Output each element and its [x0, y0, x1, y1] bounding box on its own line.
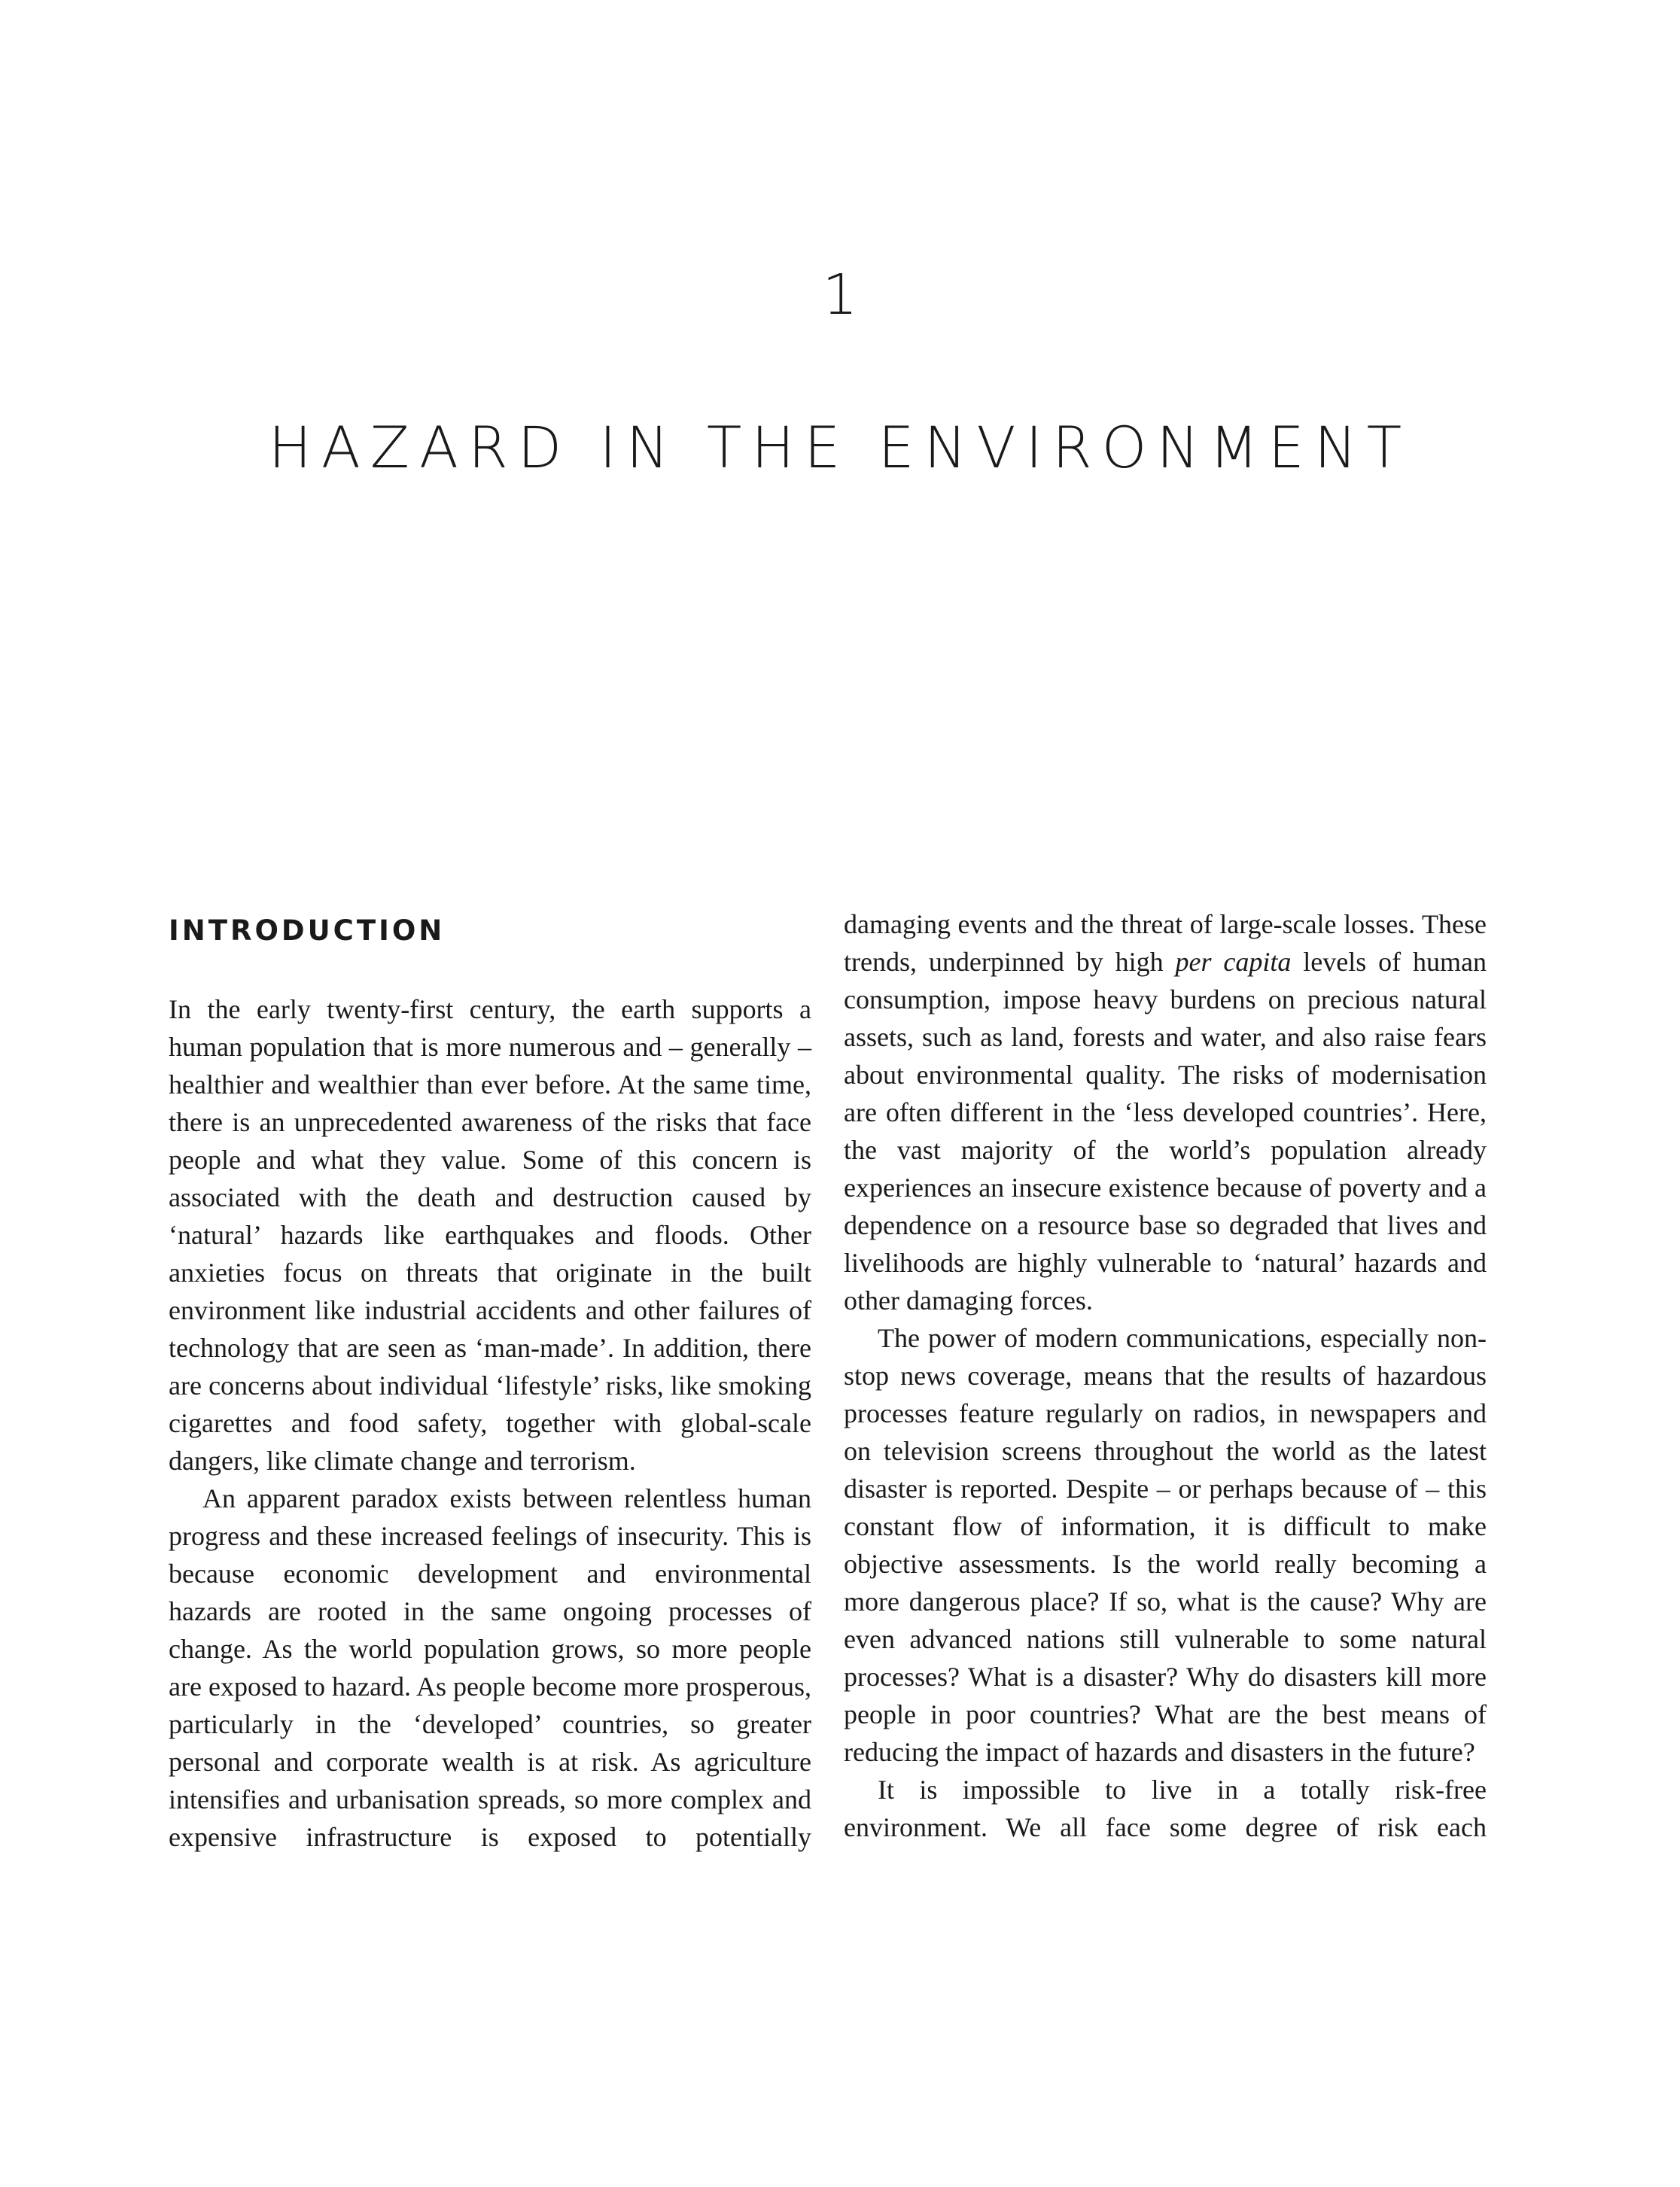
section-heading: INTRODUCTION — [169, 914, 446, 947]
left-paragraph-2: An apparent paradox exists between relentless human progress and these increased feelings of insecurity. This is because economic development and environmental hazards are rooted in the same ongoing processes of change. As the world population grows, so more people are exposed to hazard. As people become more prosperous, particularly in the ‘developed’ countries, so greater personal and corporate wealth is at risk. As agriculture intensifies and urbanisation spreads, so more complex and expensive infrastructure is exposed to potentially — [169, 1483, 811, 1852]
left-paragraph-1: In the early twenty-first century, the earth supports a human population that is more numerous and – generally – healthier and wealthier than ever before. At the same time, there is an unprecedented awareness of the risks that face people and what they value. Some of this concern is associated with the death and destruction caused by ‘natural’ hazards like earthquakes and floods. Other anxieties focus on threats that originate in the built environment like industrial accidents and other failures of technology that are seen as ‘man-made’. In addition, there are concerns about individual ‘lifestyle’ risks, like smoking cigarettes and food safety, together with global-scale dangers, like climate change and terrorism. — [169, 994, 811, 1476]
right-paragraph-1 — [844, 905, 1487, 1319]
right-paragraph-2: The power of modern communications, especially non-stop news coverage, means that the results of hazardous processes feature regularly on radios, in newspapers and on television screens throughout the world as the latest disaster is reported. Despite – or perhaps because of – this constant flow of information, it is difficult to make objective assessments. Is the world really becoming a more dangerous place? If so, what is the cause? Why are even advanced nations still vulnerable to some natural processes? What is a disaster? Why do disasters kill more people in poor countries? What are the best means of reducing the impact of hazards and disasters in the future? — [844, 1323, 1487, 1767]
right-paragraph-3: It is impossible to live in a totally risk-free environment. We all face some degree of risk each — [844, 1775, 1487, 1842]
right-paragraph-1-text-a: damaging events and the threat of large-scale losses. These trends, underpinned by high — [844, 909, 1487, 977]
right-paragraph-1-text-b: levels of human consumption, impose heavy burdens on precious natural assets, such as land, forests and water, and also raise fears about environmental quality. The risks of modernisation are often different in the ‘less developed countries’. Here, the vast majority of the world’s population already experiences an insecure existence because of poverty and a dependence on a resource base so degraded that lives and livelihoods are highly vulnerable to ‘natural’ hazards and other damaging forces. — [844, 947, 1487, 1316]
right-column — [844, 905, 1487, 1846]
italic-per-capita: per capita — [1175, 947, 1292, 977]
chapter-title: HAZARD IN THE ENVIRONMENT — [268, 414, 1412, 481]
chapter-number: 1 — [822, 263, 858, 327]
left-column — [169, 905, 811, 1856]
